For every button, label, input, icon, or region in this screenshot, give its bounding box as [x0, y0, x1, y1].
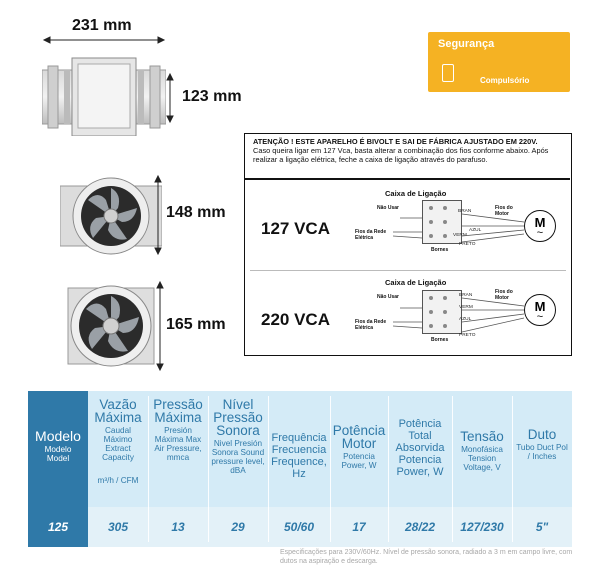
wire-bran-127: BRAN: [458, 209, 472, 214]
fios-motor-127: Fios do Motor: [495, 205, 513, 217]
motor-m-220: M: [534, 299, 546, 314]
value-vazao: 305: [107, 520, 129, 534]
col-frequencia-main: Frequência Frecuencia Frequence, Hz: [271, 432, 327, 480]
warning-title: ATENÇÃO ! ESTE APARELHO É BIVOLT E SAI DE FÁBRICA AJUSTADO EM 220V.: [253, 137, 538, 146]
voltage-127-label: 127 VCA: [261, 219, 330, 238]
col-header-modelo: [28, 430, 88, 463]
motor-wave-127: ~: [536, 227, 544, 239]
safety-seal: [428, 32, 570, 92]
col-duto-sub: Tubo Duct Pol / Inches: [516, 443, 568, 461]
dimension-148-label: 148 mm: [166, 204, 226, 221]
col-header-potencia-total: [390, 418, 450, 478]
col-tensao-sub: Monofásica Tension Voltage, V: [461, 445, 503, 472]
value-frequencia: 50/60: [283, 520, 315, 534]
col-vazao-unit: m³/h / CFM: [97, 476, 139, 485]
spec-footnote: Especificações para 230V/60Hz. Nível de pressão sonora, radiado a 3 m em campo livre, com dutos na aspiração e descarga.: [280, 549, 573, 565]
col-vazao-sub: Caudal Máximo Extract Capacity: [102, 426, 134, 462]
wire-verm-127: VERM: [453, 233, 467, 238]
seal-subtitle: Compulsório: [480, 76, 530, 85]
box-title-127: Caixa de Ligação: [385, 189, 447, 198]
value-modelo: 125: [47, 520, 69, 534]
bornes-220: Bornes: [431, 337, 449, 343]
wire-preto-220: PRETO: [459, 333, 476, 338]
col-header-tensao: [454, 430, 510, 472]
wire-bran-220: BRAN: [459, 293, 473, 298]
col-modelo-sub: Modelo Model: [44, 445, 72, 463]
col-header-pressao: [150, 398, 206, 462]
col-pressao-main: Pressão Máxima: [153, 397, 203, 425]
dimension-165-label: 165 mm: [166, 316, 226, 333]
motor-wave-220: ~: [536, 311, 544, 323]
col-tensao-main: Tensão: [460, 429, 504, 444]
value-pressao: 13: [171, 520, 185, 534]
fios-rede-127: Fios da Rede Elétrica: [355, 229, 387, 241]
nao-usar-220: Não Usar: [377, 294, 399, 300]
value-duto: 5": [535, 520, 549, 534]
motor-m-127: M: [534, 215, 546, 230]
value-tensao: 127/230: [460, 520, 504, 534]
wire-verm-220: VERM: [459, 305, 473, 310]
fios-motor-220: Fios do Motor: [495, 289, 513, 301]
wire-azul-220: AZUL: [459, 317, 472, 322]
col-header-potencia-motor: [332, 424, 386, 470]
value-potencia-total: 28/22: [404, 520, 436, 534]
bornes-127: Bornes: [431, 247, 449, 253]
col-header-nivel: [210, 398, 266, 475]
value-nivel: 29: [231, 520, 245, 534]
col-potmotor-sub: Potencia Power, W: [341, 452, 377, 470]
wire-preto-127: PRETO: [459, 242, 476, 247]
wires-220: [245, 134, 570, 354]
col-header-frequencia: [270, 432, 328, 480]
wire-azul-127: AZUL: [469, 228, 482, 233]
wiring-diagram-panel: [244, 133, 572, 356]
col-potmotor-main: Potência Motor: [332, 423, 386, 451]
col-nivel-sub: Nivel Presión Sonora Sound pressure level, dBA: [211, 439, 265, 475]
seal-title: Segurança: [438, 38, 495, 50]
warning-body: Caso queira ligar em 127 Vca, basta alterar a combinação dos fios conforme abaixo. Após realizar a ligação elétrica, feche a caixa de ligação através do parafuso.: [253, 146, 549, 164]
nao-usar-127: Não Usar: [377, 205, 399, 211]
col-pressao-sub: Presión Máxima Max Air Pressure, mmca: [154, 426, 202, 462]
box-title-220: Caixa de Ligação: [385, 278, 447, 287]
col-pottotal-main: Potência Total Absorvida Potencia Power, W: [395, 418, 445, 478]
dimension-height-label: 123 mm: [182, 88, 242, 105]
value-potencia-motor: 17: [352, 520, 366, 534]
col-header-vazao: [90, 398, 146, 485]
col-modelo-main: Modelo: [35, 428, 81, 444]
col-nivel-main: Nível Pressão Sonora: [213, 397, 263, 438]
fios-rede-220: Fios da Rede Elétrica: [355, 319, 387, 331]
col-header-duto: [514, 428, 570, 461]
col-duto-main: Duto: [527, 427, 557, 442]
seal-logo-icon: [442, 64, 454, 82]
voltage-220-label: 220 VCA: [261, 310, 330, 329]
col-vazao-main: Vazão Máxima: [94, 397, 142, 425]
dimension-width-label: 231 mm: [72, 17, 132, 34]
